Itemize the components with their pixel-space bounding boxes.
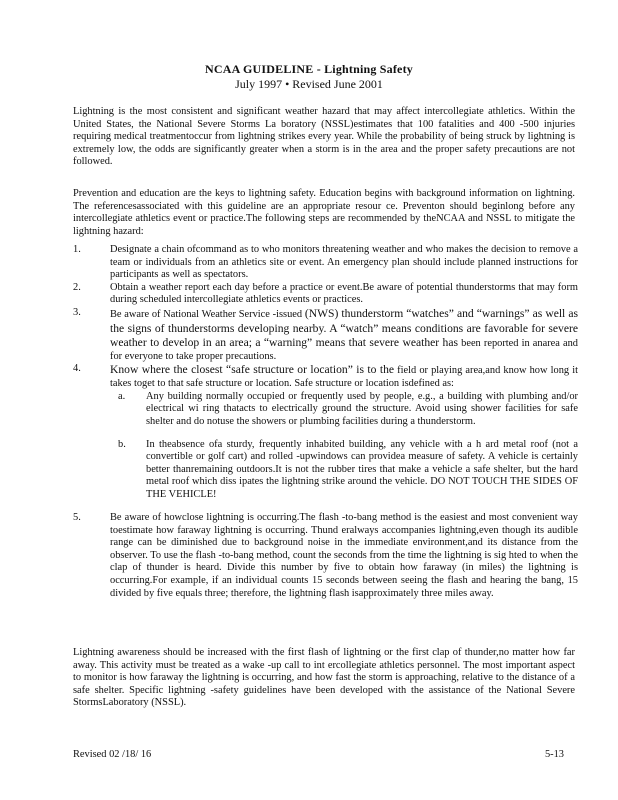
- sub-list-item-letter: a.: [118, 390, 126, 402]
- intro-paragraph: Lightning is the most consistent and significant weather hazard that may affect intercollegiate athletics. Within the United States, the National Severe Storms La boratory (NSSL)estimates that 100 fatalities and 400 -500 injuries requiring medical treatmentoccur from lightning strikes every year. While the probability of being struck by lightning is extremely low, the odds are significantly greater when a storm is in the area and the proper safety precautions are not followed.: [73, 106, 575, 168]
- list-item: [73, 363, 578, 501]
- list-item: [73, 282, 578, 307]
- sub-list-item-text: Any building normally occupied or frequently used by people, e.g., a building with plumbing and/or electrical wi ring thatacts to electrically ground the structure. Avoid using shower facilities for safe shelter and do notuse the showers or plumbing facilities during a thunderstorm.: [146, 390, 578, 427]
- list-item-text: been reported in anarea and for everyone to take proper precautions.: [110, 338, 579, 362]
- footer-page-number: 5-13: [544, 749, 564, 760]
- sub-list-item-text: In theabsence ofa sturdy, frequently inhabited building, any vehicle with a h ard metal roof (not a convertible or golf cart) and rolled -upwindows can providea measure of safety. A vehicle is certainly better thanremaining outdoors.It is not the rubber tires that make a vehicle a safe shelter, but the hard metal roof which diss ipates the lightning strike around the vehicle. DO NOT TOUCH THE SIDES OF THE VEHICLE!: [146, 438, 578, 501]
- list-item-text: Be aware of howclose lightning is occurring.The flash -to-bang method is the easiest and most convenient way toestimate how faraway lightning is occurring. Thund eralways accompanies lightning,even though its audible range can be diminished due to background noise in the immediate environment,and its distance from the observer. To use the flash -to-bang method, count the seconds from the time the lightning is sig hted to when the clap of thunder is heard. Divide this number by five to obtain how faraway (in miles) the lightning is occurring.For example, if an individual counts 15 seconds between seeing the flash and hearing the bang, 15 divided by five equals three; therefore, the lightning flash isapproximately three miles away.: [110, 512, 578, 599]
- sub-list-item: [110, 439, 578, 502]
- sub-list-item: [110, 391, 578, 429]
- prevention-paragraph: Prevention and education are the keys to lightning safety. Education begins with background information on lightning. The referencesassociated with this guideline are an appropriate resour ce. Preventon should beginlong before any intercollegiate athletics event or practice.The following steps are recommended by theNCAA and NSSL to mitigate the lightning hazard:: [73, 188, 575, 237]
- list-item-emphasis: Know where the closest “safe structure or location” is to the: [110, 363, 395, 377]
- list-item-number: 2.: [73, 281, 81, 293]
- list-item-number: 3.: [73, 306, 81, 318]
- list-item-text: field or playing area,and know how long it takes toget to that safe structure or location. Safe structure or location isdefined as:: [110, 365, 578, 389]
- footer-revision: Revised 02 /18/ 16: [73, 749, 152, 760]
- list-item: [73, 512, 578, 600]
- list-item-text: Obtain a weather report each day before a practice or event.Be aware of potential thunderstorms that may form during scheduled intercollegiate athletics events or practices.: [110, 281, 578, 306]
- list-item: [73, 307, 578, 363]
- steps-list: [73, 244, 578, 600]
- list-item: [73, 244, 578, 282]
- list-item-number: 5.: [73, 512, 81, 524]
- list-item-text: Designate a chain ofcommand as to who monitors threatening weather and who makes the decision to remove a team or individuals from an athletics site or event. An emergency plan should include planned instructions for participants as well as spectators.: [110, 244, 578, 281]
- page-title: NCAA GUIDELINE - Lightning Safety: [205, 62, 413, 76]
- list-item-text: Be aware of National Weather Service -issued: [110, 308, 303, 320]
- list-item-emphasis: (NWS) thunderstorm “watches” and “warnings” as well as the signs of thunderstorms developing nearby. A “watch” means conditions are favorable for severe weather to develop in an area; a “warning” means that severe weather has: [110, 306, 578, 350]
- page-subtitle: July 1997 • Revised June 2001: [235, 77, 383, 91]
- closing-paragraph: Lightning awareness should be increased with the first flash of lightning or the first clap of thunder,no matter how far away. This activity must be treated as a wake -up call to int ercollegiate athletics personnel. The most important aspect to monitor is how faraway the lightning is occurring, and how fast the storm is approaching, relative to the distance of a safe shelter. Specific lightning -safety guidelines have been developed with the assistance of the National Severe StormsLaboratory (NSSL).: [73, 647, 575, 709]
- sub-list-item-letter: b.: [118, 438, 126, 450]
- list-item-number: 4.: [73, 363, 81, 375]
- list-item-number: 1.: [73, 244, 81, 255]
